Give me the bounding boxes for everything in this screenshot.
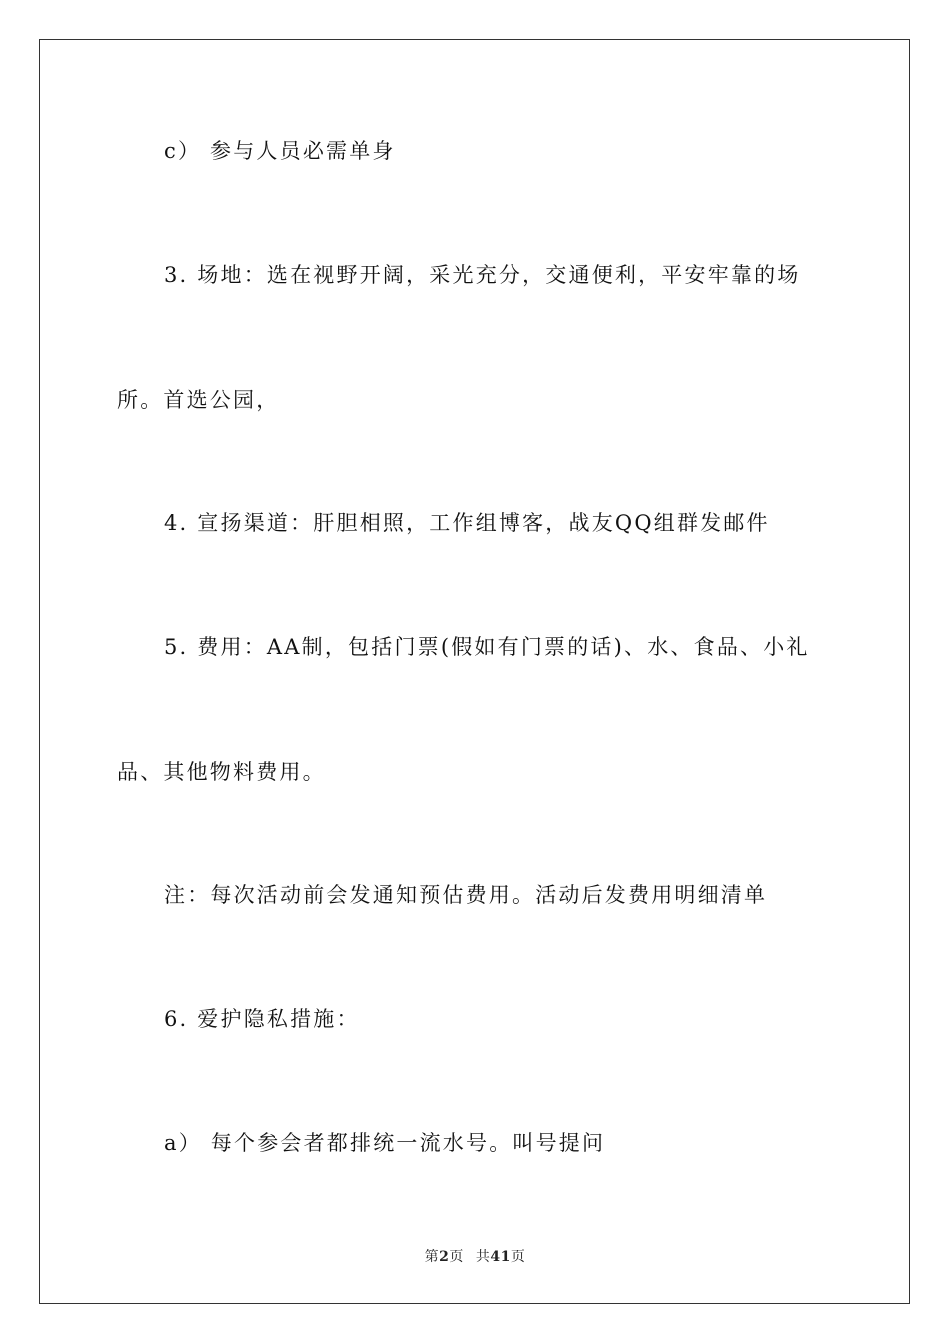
paragraph-line: 6. 爱护隐私措施：: [164, 1007, 360, 1031]
paragraph-line: 所。首选公园，: [117, 388, 280, 412]
page-total: 41: [490, 1249, 511, 1265]
paragraph-line: 4. 宣扬渠道：肝胆相照，工作组博客，战友QQ组群发邮件: [164, 511, 770, 535]
page-unit: 页: [449, 1249, 464, 1265]
paragraph-line: 3. 场地：选在视野开阔，采光充分，交通便利，平安牢靠的场: [164, 263, 801, 287]
paragraph-line: 注：每次活动前会发通知预估费用。活动后发费用明细清单: [164, 883, 768, 907]
paragraph-line: 品、其他物料费用。: [117, 760, 326, 784]
paragraph-line: 5. 费用：AA制，包括门票(假如有门票的话)、水、食品、小礼: [164, 635, 810, 659]
paragraph-line: a） 每个参会者都排统一流水号。叫号提问: [164, 1131, 606, 1155]
paragraph-line: c） 参与人员必需单身: [164, 139, 396, 163]
page-footer: [0, 1246, 950, 1266]
page-current: 2: [439, 1249, 450, 1265]
page-border: [39, 39, 910, 1304]
total-unit: 页: [510, 1249, 526, 1265]
page-prefix: 第: [424, 1249, 440, 1265]
total-prefix: 共: [475, 1249, 491, 1265]
